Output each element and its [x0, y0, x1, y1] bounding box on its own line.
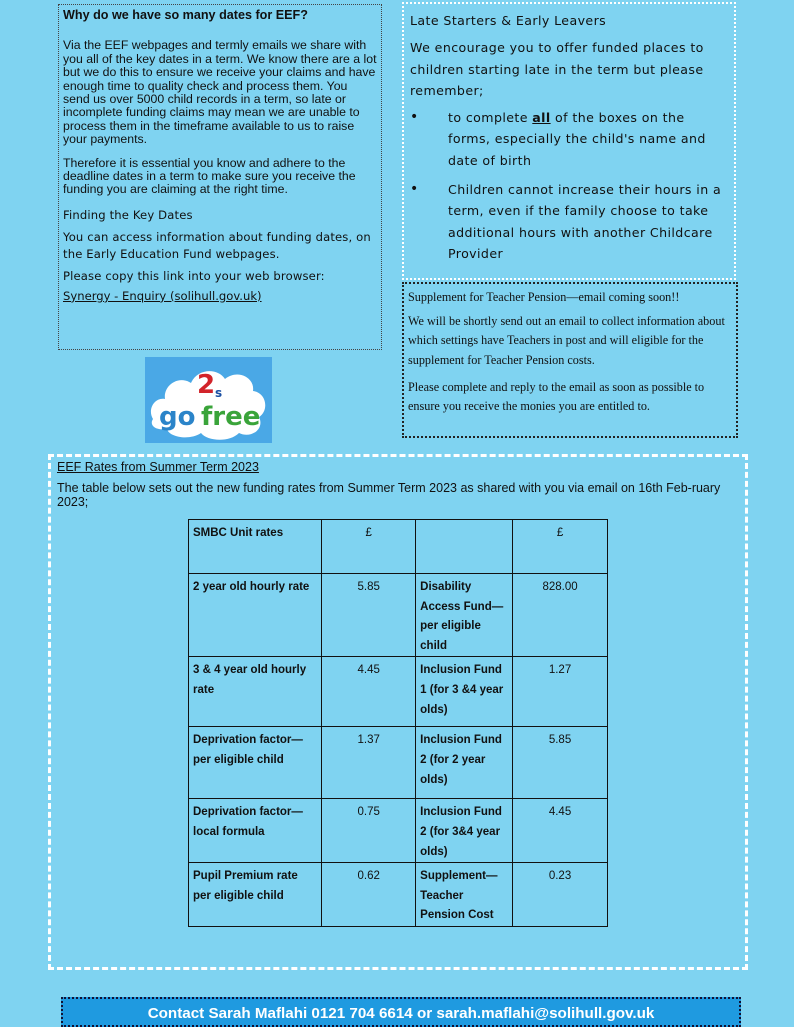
table-cell: 5.85: [322, 574, 416, 657]
bullet-icon: •: [410, 109, 419, 126]
table-row: [189, 574, 608, 657]
bullet-icon: •: [410, 181, 419, 198]
late-starters-list: [410, 107, 728, 264]
eef-heading: Why do we have so many dates for EEF?: [63, 8, 308, 22]
table-cell: 2 year old hourly rate: [189, 574, 322, 657]
rates-intro: The table below sets out the new funding rates from Summer Term 2023 as shared with you via email on 16th Feb-ruary 2023;: [57, 481, 721, 509]
table-cell: Pupil Premium rate per eligible child: [189, 863, 322, 927]
table-header-cell: SMBC Unit rates: [189, 520, 322, 574]
svg-text:2: 2: [197, 370, 216, 400]
rates-title: EEF Rates from Summer Term 2023: [57, 460, 259, 474]
contact-bar: [61, 997, 741, 1027]
table-cell: 1.27: [513, 657, 608, 727]
table-cell: Inclusion Fund 1 (for 3 &4 year olds): [416, 657, 513, 727]
svg-text:s: s: [215, 386, 223, 400]
table-cell: 0.23: [513, 863, 608, 927]
table-cell: Inclusion Fund 2 (for 3&4 year olds): [416, 799, 513, 863]
table-cell: 4.45: [513, 799, 608, 863]
table-header-cell: [416, 520, 513, 574]
table-row: [189, 799, 608, 863]
table-cell: 0.62: [322, 863, 416, 927]
rates-table: [188, 519, 608, 927]
table-cell: Deprivation factor—local formula: [189, 799, 322, 863]
table-cell: Inclusion Fund 2 (for 2 year olds): [416, 727, 513, 799]
list-item: • Children cannot increase their hours in a term, even if the family choose to take additional hours with another Childcare Provider: [410, 181, 722, 261]
table-cell: 0.75: [322, 799, 416, 863]
table-cell: Disability Access Fund—per eligible child: [416, 574, 513, 657]
list-item: • to complete all of the boxes on the forms, especially the child's name and date of birth: [410, 109, 706, 168]
eef-dates-box: [58, 4, 382, 350]
eef-subheading: Finding the Key Dates: [63, 207, 193, 222]
eef-rates-box: [48, 454, 748, 970]
table-row: [189, 657, 608, 727]
pension-para-1: We will be shortly send out an email to collect information about which settings have Teachers in post and will eligible for the supplement for Teacher Pension costs.: [408, 314, 725, 367]
eef-para-2: Therefore it is essential you know and adhere to the deadline dates in a term to make sure you receive the funding you are claiming at the right time.: [63, 155, 356, 197]
twos-go-free-logo: [145, 357, 272, 443]
teacher-pension-box: [402, 282, 738, 438]
table-cell: Supplement—Teacher Pension Cost: [416, 863, 513, 927]
contact-text: Contact Sarah Maflahi 0121 704 6614 or sarah.maflahi@solihull.gov.uk: [147, 1005, 655, 1022]
eef-para-4: Please copy this link into your web browser:: [63, 268, 325, 283]
eef-para-1: Via the EEF webpages and termly emails we share with you all of the key dates in a term. We know there are a lot but we do this to ensure we receive your claims and have enough time to quality check and process them. You send us over 5000 child records in a term, so late or incomplete funding claims may mean we are unable to process them in the timeframe available to us to raise your payments.: [63, 38, 377, 147]
table-row: [189, 727, 608, 799]
cloud-logo-icon: [145, 357, 272, 443]
table-cell: 1.37: [322, 727, 416, 799]
svg-text:free: free: [201, 402, 261, 432]
emphasis-all: all: [532, 110, 551, 126]
pension-title: Supplement for Teacher Pension—email coming soon!!: [408, 290, 680, 304]
table-cell: Deprivation factor—per eligible child: [189, 727, 322, 799]
late-starters-intro: We encourage you to offer funded places to children starting late in the term but please remember;: [410, 40, 704, 98]
late-starters-box: [402, 2, 736, 280]
pension-para-2: Please complete and reply to the email as soon as possible to ensure you receive the monies you are entitled to.: [408, 379, 705, 414]
synergy-link[interactable]: Synergy - Enquiry (solihull.gov.uk): [63, 288, 262, 303]
svg-text:go: go: [159, 402, 196, 432]
table-header-cell: £: [322, 520, 416, 574]
table-cell: 5.85: [513, 727, 608, 799]
table-cell: 3 & 4 year old hourly rate: [189, 657, 322, 727]
table-cell: 4.45: [322, 657, 416, 727]
table-header-cell: £: [513, 520, 608, 574]
table-row: [189, 863, 608, 927]
late-starters-title: Late Starters & Early Leavers: [410, 13, 607, 28]
eef-para-3: You can access information about funding dates, on the Early Education Fund webpages.: [63, 229, 371, 261]
table-cell: 828.00: [513, 574, 608, 657]
table-header-row: [189, 520, 608, 574]
